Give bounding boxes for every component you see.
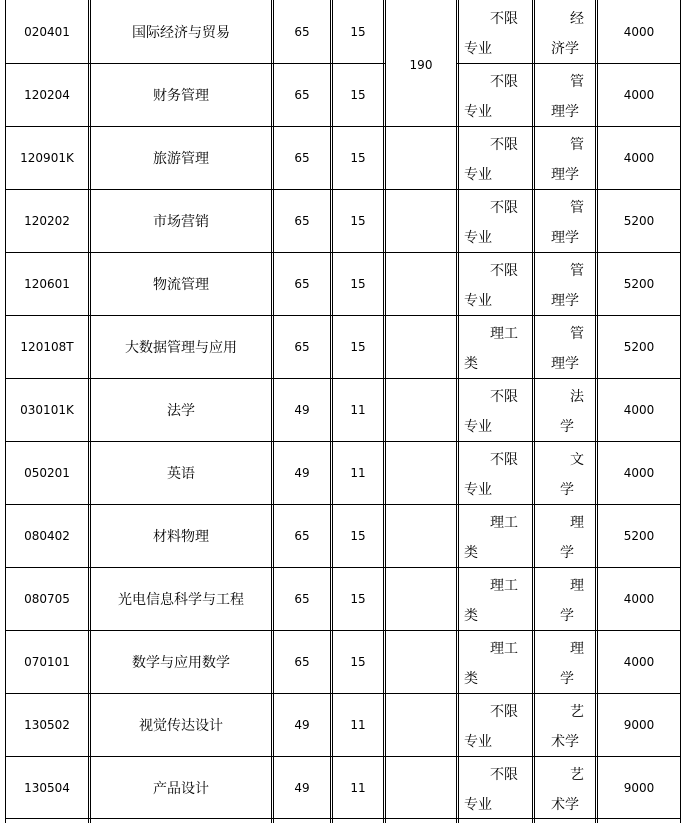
major-name: 英语: [167, 465, 195, 482]
row-divider: [5, 126, 681, 127]
major-code: 120901K: [20, 150, 74, 165]
row-divider: [5, 567, 681, 568]
credit-value: 49: [294, 780, 310, 795]
row-divider: [5, 315, 681, 316]
degree-category-line2: 学: [560, 545, 574, 561]
degree-category-line2: 济学: [551, 41, 579, 57]
table-row: [5, 756, 681, 819]
subject-requirement-line1: 理工: [490, 578, 518, 594]
table-row: [5, 378, 681, 441]
subject-requirement-line2: 专业: [464, 167, 492, 183]
tuition-fee: 9000: [623, 780, 655, 795]
degree-category-line1: 理: [570, 641, 584, 657]
hours-value: 15: [350, 213, 366, 228]
degree-category-line2: 学: [560, 671, 574, 687]
tuition-fee: 4000: [623, 150, 655, 165]
subject-requirement-line1: 不限: [490, 74, 518, 90]
degree-category-line1: 理: [570, 578, 584, 594]
degree-category-line2: 理学: [551, 356, 579, 372]
subject-requirement-line2: 专业: [464, 41, 492, 57]
degree-category-line2: 术学: [551, 797, 579, 813]
hours-value: 11: [350, 780, 366, 795]
hours-value: 15: [350, 528, 366, 543]
degree-category-line2: 术学: [551, 734, 579, 750]
subject-requirement-line1: 不限: [490, 200, 518, 216]
table-row: [5, 126, 681, 189]
row-divider: [5, 693, 681, 694]
major-name: 物流管理: [153, 276, 209, 293]
subject-requirement-line1: 不限: [490, 767, 518, 783]
tuition-fee: 4000: [623, 24, 655, 39]
major-name: 市场营销: [153, 213, 209, 230]
table-row: [5, 567, 681, 630]
major-code: 070101: [24, 654, 70, 669]
subject-requirement-line1: 不限: [490, 263, 518, 279]
subject-requirement-line2: 专业: [464, 734, 492, 750]
degree-category-line1: 管: [570, 263, 584, 279]
credit-value: 49: [294, 465, 310, 480]
degree-category-line1: 管: [570, 137, 584, 153]
major-name: 法学: [167, 402, 195, 419]
table-row: [5, 504, 681, 567]
credit-value: 49: [294, 717, 310, 732]
degree-category-line1: 艺: [570, 704, 584, 720]
hours-value: 15: [350, 150, 366, 165]
major-code: 020401: [24, 24, 70, 39]
subject-requirement-line1: 理工: [490, 515, 518, 531]
major-code: 130504: [24, 780, 70, 795]
credit-value: 65: [294, 339, 310, 354]
degree-category-line1: 艺: [570, 767, 584, 783]
row-divider: [5, 630, 681, 631]
tuition-fee: 4000: [623, 591, 655, 606]
subject-requirement-line1: 不限: [490, 389, 518, 405]
credit-value: 49: [294, 402, 310, 417]
tuition-fee: 5200: [623, 276, 655, 291]
degree-category-line2: 学: [560, 482, 574, 498]
credit-value: 65: [294, 24, 310, 39]
degree-category-line2: 学: [560, 419, 574, 435]
major-name: 国际经济与贸易: [132, 24, 230, 41]
major-code: 120204: [24, 87, 70, 102]
credit-value: 65: [294, 591, 310, 606]
table-row: [5, 189, 681, 252]
row-divider: [5, 504, 681, 505]
degree-category-line1: 文: [570, 452, 584, 468]
major-code: 120601: [24, 276, 70, 291]
major-code: 080705: [24, 591, 70, 606]
hours-value: 15: [350, 339, 366, 354]
row-divider: [5, 818, 681, 819]
row-divider: [456, 63, 681, 64]
degree-category-line1: 理: [570, 515, 584, 531]
major-name: 数学与应用数学: [132, 654, 230, 671]
tuition-fee: 4000: [623, 654, 655, 669]
hours-value: 15: [350, 24, 366, 39]
major-name: 光电信息科学与工程: [118, 591, 244, 608]
tuition-fee: 4000: [623, 465, 655, 480]
table-row: [5, 315, 681, 378]
tuition-fee: 9000: [623, 717, 655, 732]
credit-value: 65: [294, 213, 310, 228]
subject-requirement-line1: 理工: [490, 641, 518, 657]
major-code: 080402: [24, 528, 70, 543]
degree-category-line2: 学: [560, 608, 574, 624]
subject-requirement-line1: 理工: [490, 326, 518, 342]
major-name: 材料物理: [153, 528, 209, 545]
row-divider: [5, 189, 681, 190]
degree-category-line2: 理学: [551, 293, 579, 309]
degree-category-line1: 经: [570, 11, 584, 27]
degree-category-line1: 管: [570, 326, 584, 342]
tuition-fee: 5200: [623, 528, 655, 543]
row-divider: [5, 441, 681, 442]
hours-value: 11: [350, 465, 366, 480]
major-code: 120202: [24, 213, 70, 228]
hours-value: 11: [350, 402, 366, 417]
tuition-fee: 5200: [623, 213, 655, 228]
credit-value: 65: [294, 528, 310, 543]
credit-value: 65: [294, 150, 310, 165]
subject-requirement-line2: 专业: [464, 104, 492, 120]
major-code: 050201: [24, 465, 70, 480]
major-code: 120108T: [20, 339, 74, 354]
subject-requirement-line2: 专业: [464, 797, 492, 813]
subject-requirement-line2: 类: [464, 356, 478, 372]
subject-requirement-line1: 不限: [490, 704, 518, 720]
hours-value: 15: [350, 87, 366, 102]
subject-requirement-line2: 专业: [464, 230, 492, 246]
row-divider: [5, 63, 385, 64]
degree-category-line1: 管: [570, 200, 584, 216]
tuition-fee: 4000: [623, 87, 655, 102]
table-row: [5, 63, 681, 126]
degree-category-line2: 理学: [551, 230, 579, 246]
subject-requirement-line2: 类: [464, 545, 478, 561]
hours-value: 15: [350, 276, 366, 291]
subject-requirement-line1: 不限: [490, 452, 518, 468]
credit-value: 65: [294, 276, 310, 291]
subject-requirement-line1: 不限: [490, 137, 518, 153]
credit-value: 65: [294, 654, 310, 669]
subject-requirement-line2: 类: [464, 608, 478, 624]
row-divider: [5, 252, 681, 253]
table-row: [5, 252, 681, 315]
major-code: 130502: [24, 717, 70, 732]
enrollment-table: [5, 0, 681, 823]
subject-requirement-line2: 专业: [464, 293, 492, 309]
major-code: 030101K: [20, 402, 74, 417]
degree-category-line1: 管: [570, 74, 584, 90]
table-row: [5, 441, 681, 504]
major-name: 视觉传达设计: [139, 717, 223, 734]
subject-requirement-line1: 不限: [490, 11, 518, 27]
table-row: [5, 0, 681, 63]
degree-category-line2: 理学: [551, 104, 579, 120]
degree-category-line2: 理学: [551, 167, 579, 183]
subject-requirement-line2: 类: [464, 671, 478, 687]
hours-value: 11: [350, 717, 366, 732]
table-row: [5, 630, 681, 693]
row-divider: [5, 378, 681, 379]
major-name: 大数据管理与应用: [125, 339, 237, 356]
table-row: [5, 693, 681, 756]
major-name: 财务管理: [153, 87, 209, 104]
tuition-fee: 4000: [623, 402, 655, 417]
hours-value: 15: [350, 654, 366, 669]
hours-value: 15: [350, 591, 366, 606]
major-name: 产品设计: [153, 780, 209, 797]
merged-total-cell: 190: [409, 58, 433, 72]
subject-requirement-line2: 专业: [464, 482, 492, 498]
major-name: 旅游管理: [153, 150, 209, 167]
tuition-fee: 5200: [623, 339, 655, 354]
degree-category-line1: 法: [570, 389, 584, 405]
credit-value: 65: [294, 87, 310, 102]
subject-requirement-line2: 专业: [464, 419, 492, 435]
row-divider: [5, 756, 681, 757]
